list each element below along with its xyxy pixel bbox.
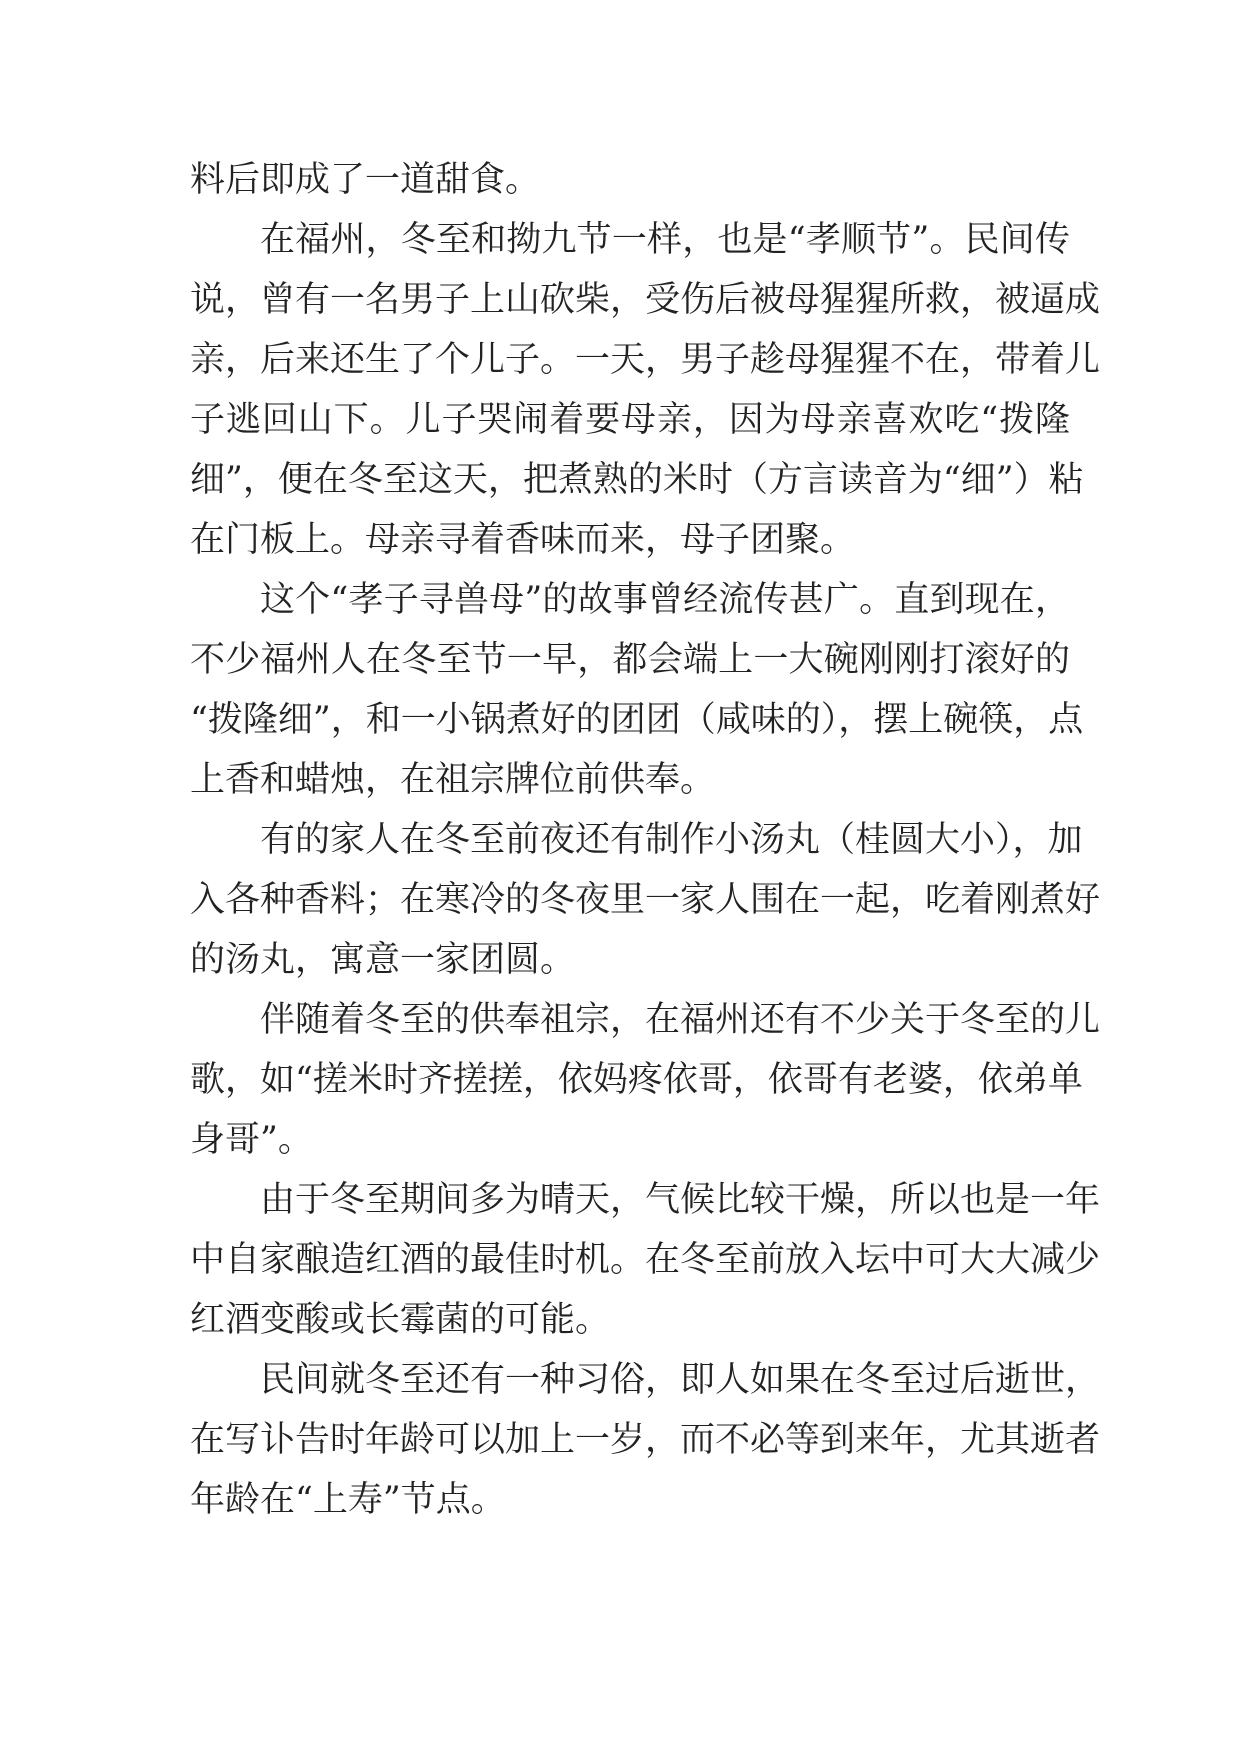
paragraph-line: 说，曾有一名男子上山砍柴，受伤后被母猩猩所救，被逼成 xyxy=(190,280,1101,320)
paragraph xyxy=(190,210,1101,570)
paragraph-line: 不少福州人在冬至节一早，都会端上一大碗刚刚打滚好的 xyxy=(190,640,1070,680)
paragraph-line: 在门板上。母亲寻着香味而来，母子团聚。 xyxy=(190,520,856,560)
paragraph-line: 在福州，冬至和拗九节一样，也是“孝顺节”。民间传 xyxy=(260,220,1070,260)
paragraph xyxy=(190,1170,1101,1350)
paragraph-line: 料后即成了一道甜食。 xyxy=(190,160,541,200)
paragraph-line: 亲，后来还生了个儿子。一天，男子趁母猩猩不在，带着儿 xyxy=(190,340,1101,380)
paragraph-line: 在写讣告时年龄可以加上一岁，而不必等到来年，尤其逝者 xyxy=(190,1420,1101,1460)
paragraph-line: 中自家酿造红酒的最佳时机。在冬至前放入坛中可大大减少 xyxy=(190,1240,1101,1280)
paragraph-line: “拨隆细”，和一小锅煮好的团团（咸味的），摆上碗筷，点 xyxy=(190,700,1084,740)
paragraph-line: 有的家人在冬至前夜还有制作小汤丸（桂圆大小），加 xyxy=(260,820,1083,860)
document-body xyxy=(190,150,1101,1530)
paragraph xyxy=(190,570,1084,810)
paragraph-line: 这个“孝子寻兽母”的故事曾经流传甚广。直到现在， xyxy=(260,580,1070,620)
paragraph-line: 红酒变酸或长霉菌的可能。 xyxy=(190,1300,611,1340)
paragraph-line: 细”，便在冬至这天，把煮熟的米时（方言读音为“细”）粘 xyxy=(190,460,1084,500)
paragraph-line: 由于冬至期间多为晴天，气候比较干燥，所以也是一年 xyxy=(260,1180,1101,1220)
paragraph-line: 的汤丸，寓意一家团圆。 xyxy=(190,940,576,980)
paragraph-line: 入各种香料；在寒冷的冬夜里一家人围在一起，吃着刚煮好 xyxy=(190,880,1101,920)
paragraph-line: 歌，如“搓米时齐搓搓，依妈疼依哥，依哥有老婆，依弟单 xyxy=(190,1060,1083,1100)
paragraph-line: 身哥”。 xyxy=(190,1120,313,1160)
paragraph xyxy=(190,990,1101,1170)
paragraph xyxy=(190,150,1070,210)
paragraph-line: 伴随着冬至的供奉祖宗，在福州还有不少关于冬至的儿 xyxy=(260,1000,1101,1040)
paragraph xyxy=(190,1350,1101,1530)
paragraph-line: 年龄在“上寿”节点。 xyxy=(190,1480,506,1520)
paragraph-line: 子逃回山下。儿子哭闹着要母亲，因为母亲喜欢吃“拨隆 xyxy=(190,400,1070,440)
paragraph-line: 上香和蜡烛，在祖宗牌位前供奉。 xyxy=(190,760,716,800)
paragraph xyxy=(190,810,1101,990)
paragraph-line: 民间就冬至还有一种习俗，即人如果在冬至过后逝世， xyxy=(260,1360,1101,1400)
